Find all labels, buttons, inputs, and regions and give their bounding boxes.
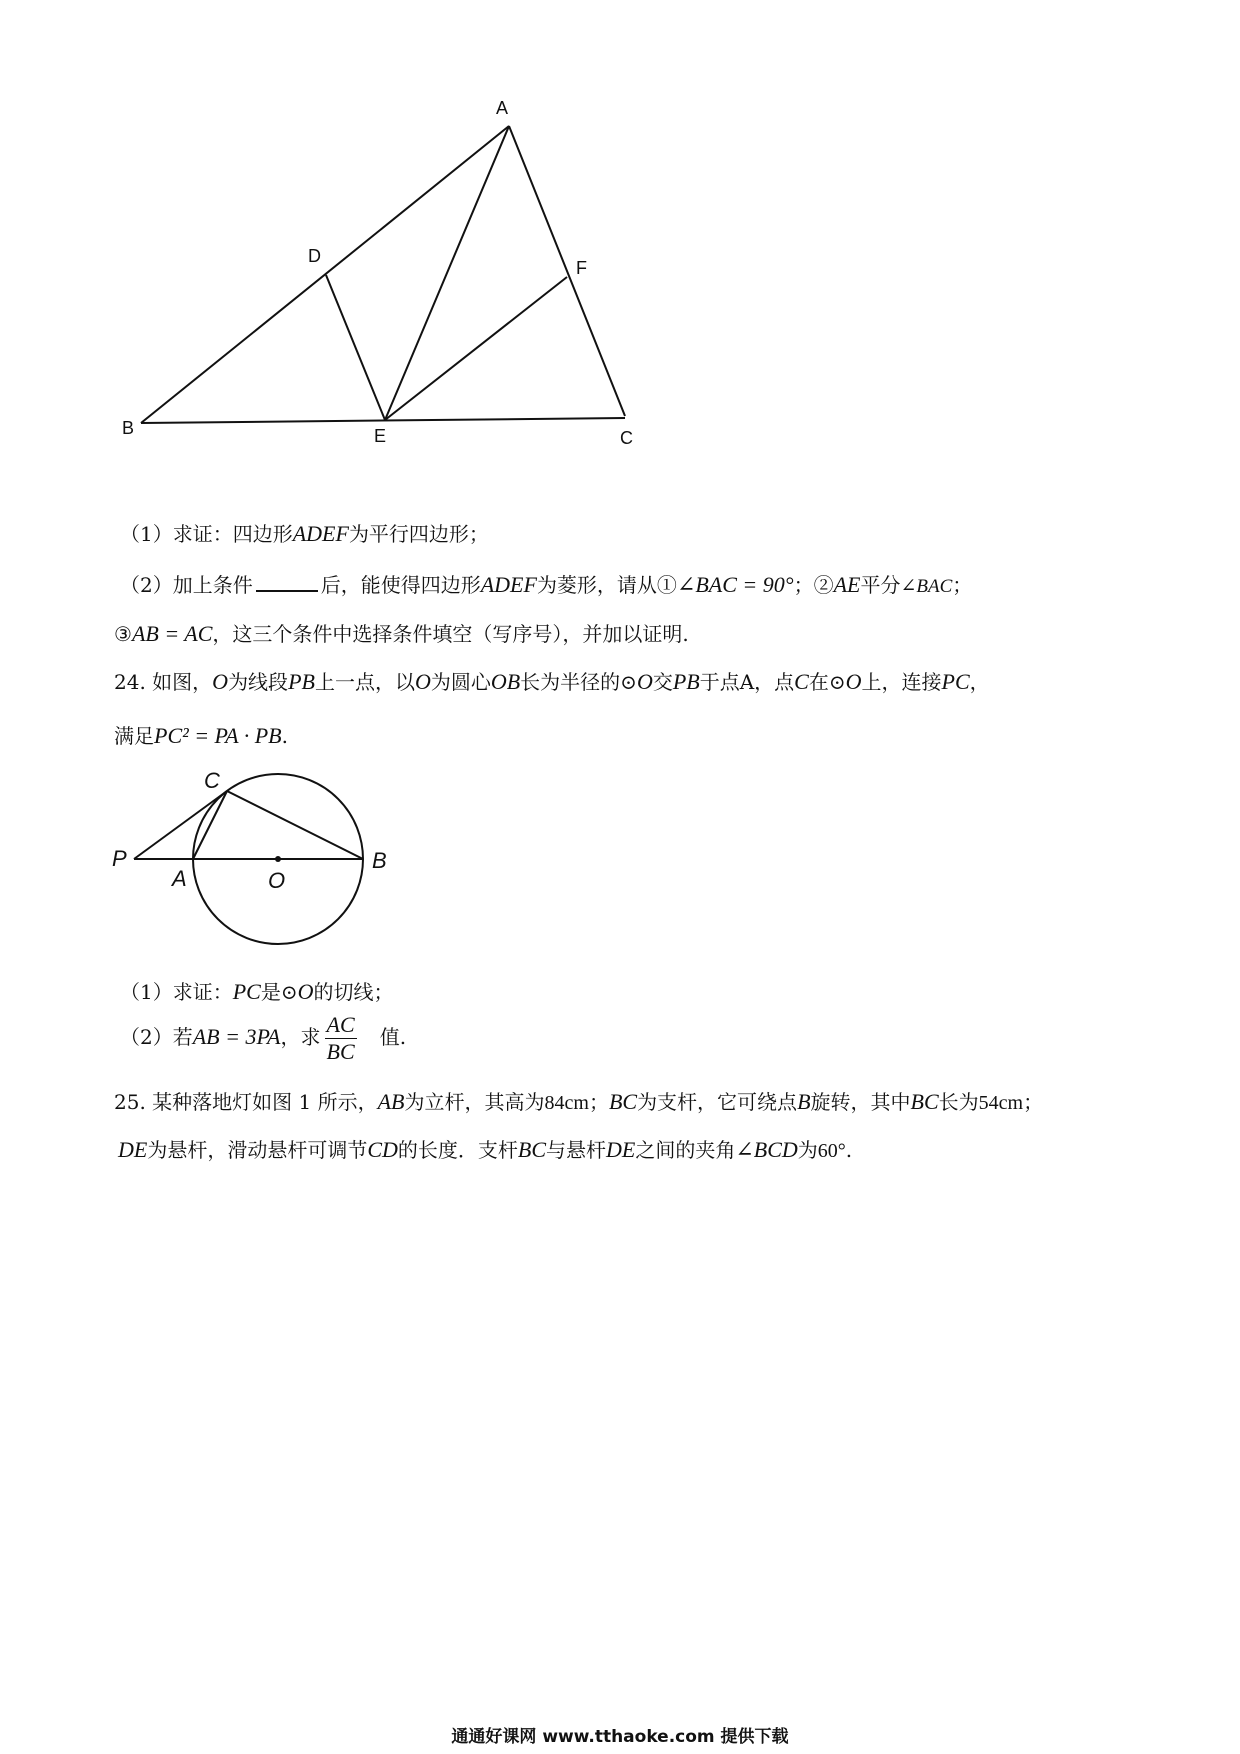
segment-BC xyxy=(141,418,625,423)
q25-line1: 25. 某种落地灯如图 1 所示，AB为立杆，其高为84cm；BC为支杆，它可绕点B旋转，其中BC长为54cm； xyxy=(114,1089,1044,1114)
label-D: D xyxy=(308,246,321,266)
segment-AC xyxy=(509,126,625,416)
q25-line2: DE为悬杆，滑动悬杆可调节CD的长度．支杆BC与悬杆DE之间的夹角∠BCD为60°. xyxy=(118,1137,853,1162)
label-A2: A xyxy=(172,866,187,891)
q24-line1: 24. 如图，O为线段PB上一点，以O为圆心OB长为半径的⊙O交PB于点A，点C在⊙O上，连接PC， xyxy=(114,669,990,694)
segment-CB xyxy=(227,791,363,859)
label-O: O xyxy=(268,868,286,893)
label-C: C xyxy=(620,428,633,448)
label-E: E xyxy=(374,426,387,446)
center-point-O xyxy=(275,856,281,862)
triangle-figure xyxy=(0,0,1240,460)
fraction-ac-bc: $\frac{AC}{BC}$ xyxy=(326,1012,355,1064)
segment-CA xyxy=(193,791,227,859)
segment-DE xyxy=(326,275,385,420)
q24-part2: （2）若AB = 3PA，求 $\frac{AC}{BC}$ 值. xyxy=(120,1012,407,1064)
q23-part2: （2）加上条件 后，能使得四边形ADEF为菱形，请从①∠BAC = 90°；②AE平分∠BAC； xyxy=(120,572,973,597)
q24-line2: 满足PC² = PA · PB. xyxy=(114,723,288,748)
segment-AE xyxy=(385,126,509,420)
segment-AB xyxy=(141,126,509,423)
label-C2: C xyxy=(204,768,220,793)
q23-part1: （1）求证：四边形ADEF为平行四边形； xyxy=(120,521,489,546)
segment-EF xyxy=(385,277,567,420)
label-P: P xyxy=(112,846,127,871)
circle-figure xyxy=(0,760,420,960)
q23-part3: ③AB = AC，这三个条件中选择条件填空（写序号），并加以证明. xyxy=(114,621,689,646)
label-A: A xyxy=(496,98,509,118)
page-footer: 通通好课网 www.tthaoke.com 提供下载 xyxy=(451,1727,789,1747)
label-B2: B xyxy=(372,848,387,873)
label-B: B xyxy=(122,418,135,438)
label-F: F xyxy=(576,258,587,278)
answer-blank[interactable] xyxy=(256,574,318,592)
q24-part1: （1）求证：PC是⊙O的切线； xyxy=(120,979,394,1004)
segment-PC xyxy=(134,791,227,859)
